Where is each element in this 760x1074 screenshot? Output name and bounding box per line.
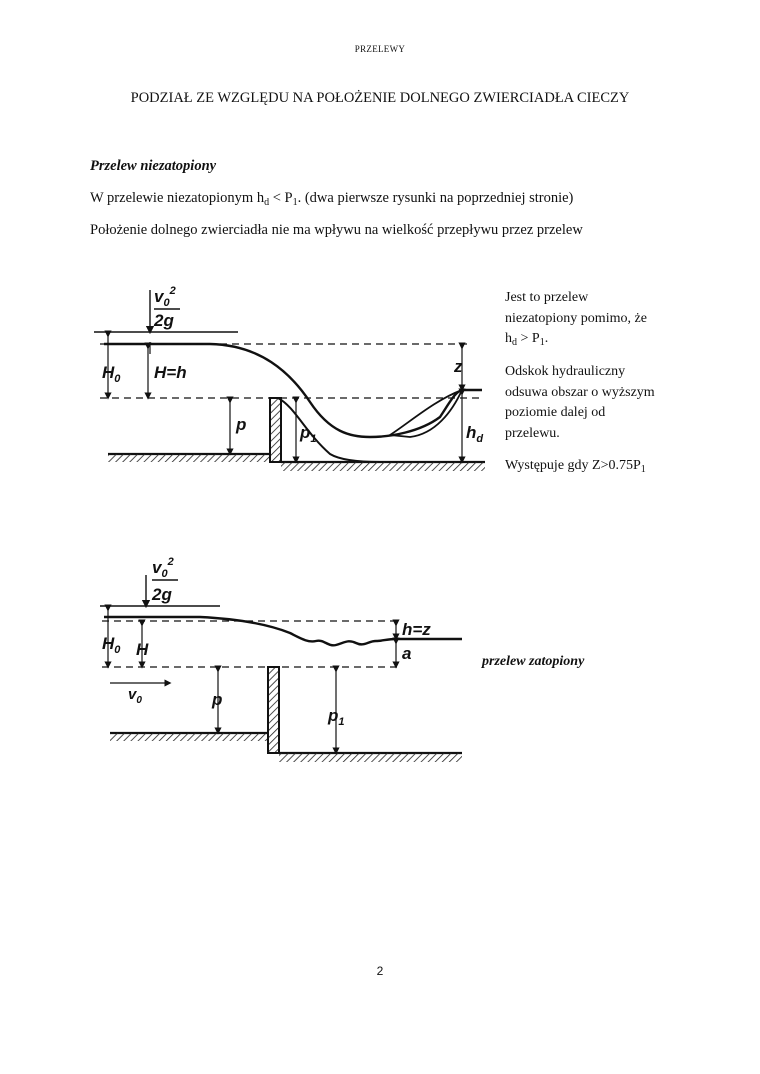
label-H0: $H_0$ — [102, 363, 121, 385]
running-header: PRZELEWY — [354, 44, 406, 54]
note-free-weir: Jest to przelew niezatopiony pomimo, że $h_d > P_1$. — [505, 290, 647, 348]
label-velocity: $v_0$ — [128, 686, 142, 706]
label-H-equals-h: H=h — [154, 363, 187, 382]
label-2g: 2g — [154, 311, 174, 330]
label-2g: 2g — [152, 585, 172, 604]
label-h-equals-z: h=z — [402, 620, 431, 639]
paragraph-effect: Położenie dolnego zwierciadła nie ma wpływu na wielkość przepływu przez przelew — [90, 222, 583, 238]
subheading: Przelew niezatopiony — [90, 158, 217, 174]
figure-submerged-weir — [90, 555, 480, 775]
figure-caption-submerged: przelew zatopiony — [482, 654, 585, 669]
section-title: PODZIAŁ ZE WZGLĘDU NA POŁOŻENIE DOLNEGO ZWIERCIADŁA CIECZY — [130, 90, 630, 106]
label-z: z — [454, 357, 463, 376]
note-hydraulic-jump: Odskok hydrauliczny odsuwa obszar o wyższym poziomie dalej od przelewu. — [505, 364, 655, 441]
label-H0: $H_0$ — [102, 634, 121, 656]
label-hd: $h_d$ — [466, 423, 484, 445]
page-number: 2 — [376, 964, 384, 978]
note-condition: Występuje gdy $Z>0.75P_1$ — [505, 458, 646, 475]
paragraph-condition: W przelewie niezatopionym $h_d < P_1$. (dwa pierwsze rysunki na poprzedniej stronie) — [90, 190, 574, 208]
figure-free-weir — [90, 282, 500, 487]
label-p: p — [212, 690, 223, 709]
label-v0-squared: $v_0^2$ — [152, 556, 174, 580]
label-p: p — [236, 415, 247, 434]
label-H: H — [136, 640, 149, 659]
label-p1: $p_1$ — [300, 423, 317, 445]
label-a: a — [402, 644, 412, 663]
label-v0-squared: $v_0^2$ — [154, 285, 176, 309]
label-p1: $p_1$ — [328, 706, 345, 728]
